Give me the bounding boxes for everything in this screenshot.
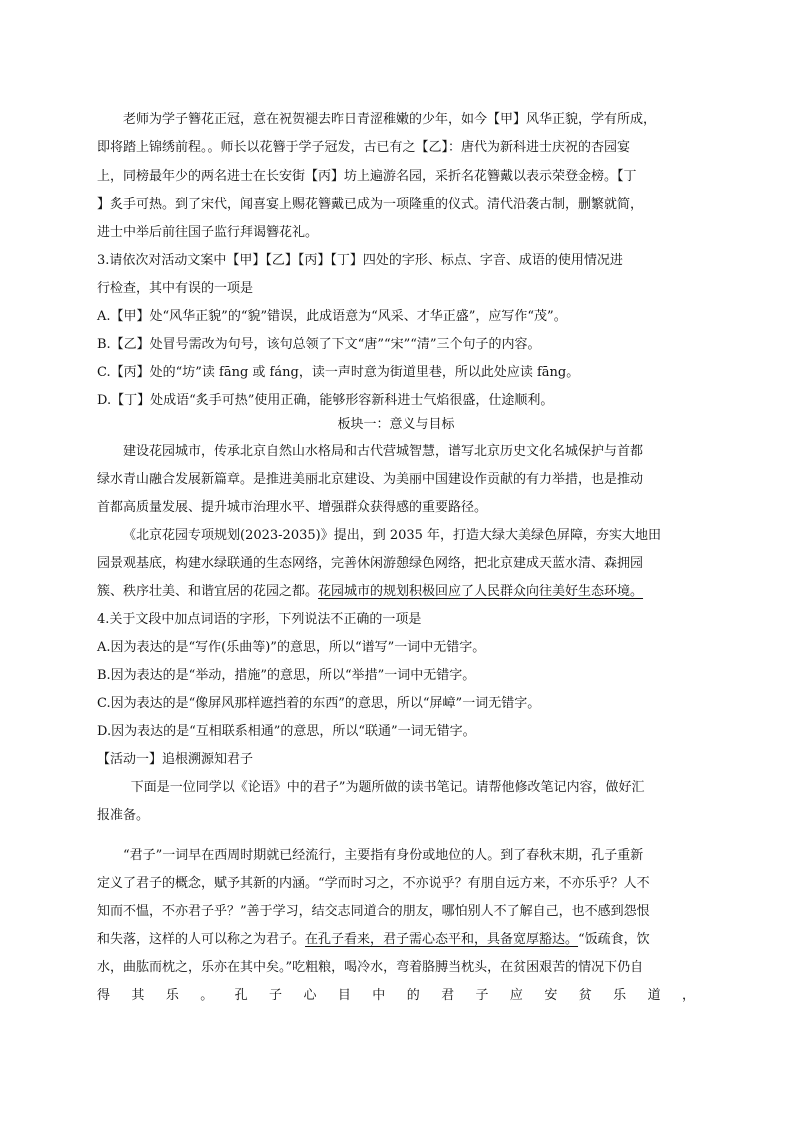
q3-stem-line-1: 3.请依次对活动文案中【甲】【乙】【丙】【丁】四处的字形、标点、字音、成语的使用情况进 [97,253,623,268]
activity1-line4-before: 和失落，这样的人可以称之为君子。 [97,932,306,947]
activity1-line4-after: “饭疏食，饮 [578,932,650,947]
activity1-intro-line-1: 下面是一位同学以《论语》中的君子”为题所做的读书笔记。请帮他修改笔记内容，做好汇 [130,780,645,795]
passage2-para2-line-2: 园景观基底，构建水绿联通的生态网络，完善休闲游憩绿色网络，把北京建成天蓝水清、森拥园 [97,556,644,571]
passage1-line-3: 上，同榜最年少的两名进士在长安街【丙】坊上遍游名园，采折名花簪戴以表示荣登金榜。【丁 [97,169,637,184]
q4-option-a: A.因为表达的是“写作(乐曲等)”的意思，所以“谱写”一词中无错字。 [97,640,486,655]
activity1-underlined-sentence: 在孔子看来，君子需心态平和，具备宽厚豁达。 [305,932,579,947]
passage2-para2-line-3 [97,578,695,607]
activity1-body-line-5: 水，曲肱而枕之，乐亦在其中矣。”吃粗粮，喝冷水，弯着胳膊当枕头，在贫困艰苦的情况下仍自 [97,960,644,975]
q4-option-c: C.因为表达的是“像屏风那样遮挡着的东西”的意思，所以“屏嶂”一词无错字。 [97,696,541,711]
activity1-intro-line-2: 报准备。 [97,808,150,823]
activity1-body-line-6: 得其乐。孔子心目中的君子应安贫乐道， [97,988,695,1003]
activity1-body-line-4 [97,926,695,955]
q3-option-d: D.【丁】处成语“炙手可热”使用正确，能够形容新科进士气焰很盛，仕途顺利。 [97,393,554,408]
activity1-heading: 【活动一】追根溯源知君子 [97,752,254,767]
passage2-para1-line-3: 首都高质量发展、提升城市治理水平、增强群众获得感的重要路径。 [97,500,488,515]
q3-stem-line-2: 行检查，其中有误的一项是 [97,281,254,296]
q4-stem: 4.关于文段中加点词语的字形，下列说法不正确的一项是 [97,612,422,627]
passage2-plain-text: 簇、秩序壮美、和谐宜居的花园之都。 [97,584,319,599]
section-title: 板块一：意义与目标 [337,417,455,432]
passage2-para1-line-2: 绿水青山融合发展新篇章。是推进美丽北京建设、为美丽中国建设作贡献的有力举措，也是推动 [97,472,644,487]
q4-option-b: B.因为表达的是“举动，措施”的意思，所以“举措”一词中无错字。 [97,668,476,683]
activity1-body-line-1: “君子”一词早在西周时期就已经流行，主要指有身份或地位的人。到了春秋末期，孔子重新 [123,848,644,863]
passage2-underlined-sentence: 花园城市的规划积极回应了人民群众向往美好生态环境。 [318,584,644,599]
passage1-line-1: 老师为学子簪花正冠，意在祝贺褪去昨日青涩稚嫩的少年，如今【甲】风华正貌，学有所成， [123,112,657,127]
passage2-para1-line-1: 建设花园城市，传承北京自然山水格局和古代营城智慧，谱写北京历史文化名城保护与首都 [123,444,644,459]
q4-option-d: D.因为表达的是“互相联系相通”的意思，所以“联通”一词无错字。 [97,724,476,739]
activity1-body-line-2: 定义了君子的概念，赋予其新的内涵。“学而时习之，不亦说乎？有朋自远方来，不亦乐乎？人不 [97,876,650,891]
passage1-line-4: 】炙手可热。到了宋代，闻喜宴上赐花簪戴已成为一项隆重的仪式。清代沿袭古制，删繁就简， [97,197,644,212]
activity1-body-line-3: 知而不愠，不亦君子乎？”善于学习，结交志同道合的朋友，哪怕别人不了解自己，也不感到怨恨 [97,904,650,919]
q3-option-a: A.【甲】处“风华正貌”的“貌”错误，此成语意为“风采、才华正盛”，应写作“茂”。 [97,309,567,324]
passage1-line-2: 即将踏上锦绣前程。。师长以花簪于学子冠发，古已有之【乙】：唐代为新科进士庆祝的杏园宴 [97,140,631,155]
q3-option-b: B.【乙】处冒号需改为句号，该句总领了下文“唐”“宋”“清”三个句子的内容。 [97,337,541,352]
q3-option-c: C.【丙】处的“坊”读 fāng 或 fáng，读一声时意为街道里巷，所以此处应读 fāng。 [97,365,580,380]
passage2-para2-line-1: 《北京花园专项规划(2023-2035)》提出，到 2035 年，打造大绿大美绿色屏障，夯实大地田 [123,528,662,543]
passage1-line-5: 进士中举后前往国子监行拜谒簪花礼。 [97,225,319,240]
